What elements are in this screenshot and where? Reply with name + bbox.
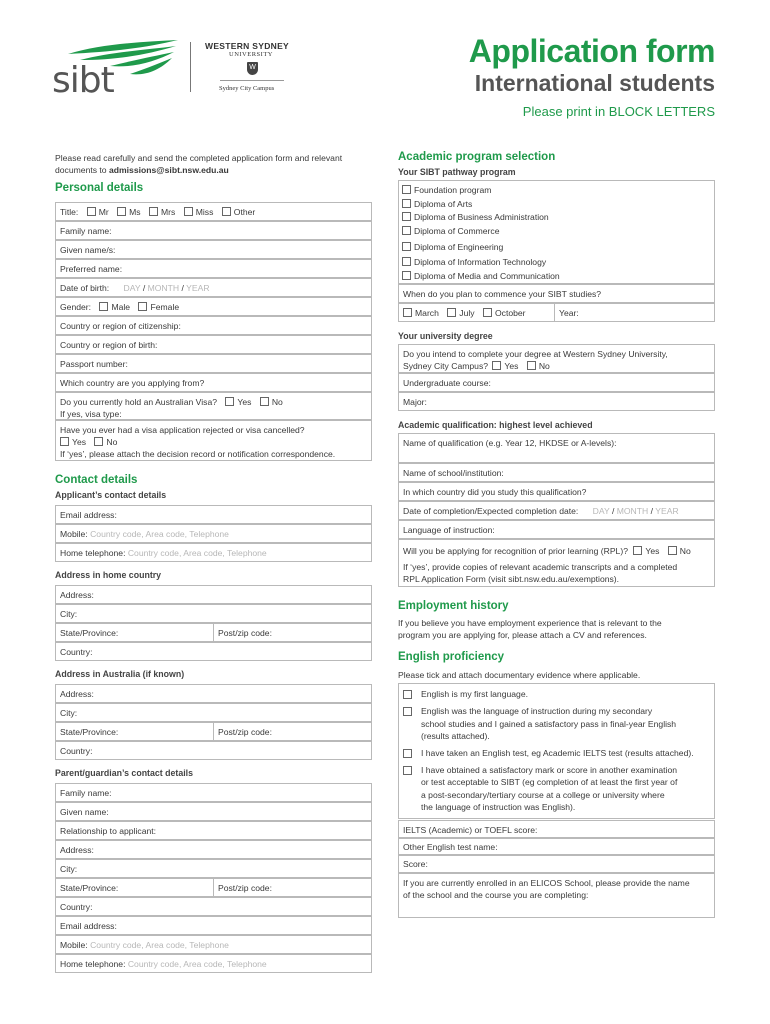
au-country-label: Country: [60, 746, 93, 756]
complete-degree-yes-checkbox[interactable] [492, 361, 501, 370]
passport-label: Passport number: [60, 359, 128, 369]
dob-label: Date of birth: [60, 283, 110, 293]
elicos-field[interactable] [398, 873, 715, 918]
major-label: Major: [403, 397, 427, 407]
commence-march-label: March [415, 308, 439, 318]
title-other-checkbox[interactable] [222, 207, 231, 216]
guardian-address-field[interactable] [55, 840, 372, 859]
language-field[interactable] [398, 520, 715, 539]
elicos-label-2: of the school and the course you are completing: [403, 890, 589, 900]
employment-heading: Employment history [398, 600, 509, 612]
english-test-checkbox[interactable] [403, 749, 412, 758]
visa-rejected-yes-checkbox[interactable] [60, 437, 69, 446]
home-phone-placeholder: Country code, Area code, Telephone [127, 548, 267, 558]
english-instruction-checkbox[interactable] [403, 707, 412, 716]
program-engineering-label: Diploma of Engineering [414, 241, 504, 252]
english-instruction: Please tick and attach documentary evidence where applicable. [398, 670, 641, 680]
english-instruction-label-2: school studies and I gained a satisfactory pass in final-year English [421, 718, 677, 729]
visa-rejected-no-checkbox[interactable] [94, 437, 103, 446]
gender-female-label: Female [150, 302, 180, 312]
english-other-exam-checkbox[interactable] [403, 766, 412, 775]
guardian-address-label: Address: [60, 845, 94, 855]
english-other-exam-label-1: I have obtained a satisfactory mark or score in another examination [421, 765, 678, 776]
applicant-contact-subheading: Applicant’s contact details [55, 490, 167, 500]
dob-year-placeholder: YEAR [186, 283, 210, 293]
qualification-country-field[interactable] [398, 482, 715, 501]
intro-prefix: documents to [55, 165, 109, 175]
home-postcode-label: Post/zip code: [218, 628, 272, 638]
guardian-city-field[interactable] [55, 859, 372, 878]
elicos-label-1: If you are currently enrolled in an ELICOS School, please provide the name [403, 878, 690, 888]
commence-july-label: July [459, 308, 475, 318]
title-other-label: Other [233, 207, 256, 217]
home-country-field[interactable] [55, 642, 372, 661]
citizenship-field[interactable] [55, 316, 372, 335]
school-name-field[interactable] [398, 463, 715, 482]
guardian-relationship-field[interactable] [55, 821, 372, 840]
print-instruction: Please print in BLOCK LETTERS [522, 104, 715, 119]
qualification-country-label: In which country did you study this qualification? [403, 487, 587, 497]
dob-month-placeholder: MONTH [147, 283, 180, 293]
home-country-subheading: Address in home country [55, 570, 162, 580]
commence-question: When do you plan to commence your SIBT studies? [403, 289, 602, 299]
visa-field[interactable] [55, 392, 372, 420]
dob-field[interactable] [55, 278, 372, 297]
guardian-family-name-field[interactable] [55, 783, 372, 802]
ielts-score-label: IELTS (Academic) or TOEFL score: [403, 825, 538, 835]
partner-sub: UNIVERSITY [229, 51, 273, 58]
complete-degree-field [398, 344, 715, 373]
guardian-home-phone-label: Home telephone: [60, 959, 126, 969]
commence-options [398, 303, 715, 322]
guardian-given-name-label: Given name: [60, 807, 109, 817]
school-name-label: Name of school/institution: [403, 468, 504, 478]
rpl-note-2: RPL Application Form (visit sibt.nsw.edu.au/exemptions). [403, 574, 620, 584]
english-other-exam-label-2: or test acceptable to SIBT (eg completion of at least the first year of [421, 777, 678, 788]
program-media-label: Diploma of Media and Communication [414, 271, 560, 282]
program-it-checkbox[interactable] [402, 257, 411, 266]
english-other-exam-label-4: the language of instruction was English). [421, 802, 576, 813]
home-state-field[interactable] [55, 623, 372, 642]
guardian-relationship-label: Relationship to applicant: [60, 826, 157, 836]
au-city-label: City: [60, 708, 78, 718]
admissions-email[interactable]: admissions@sibt.nsw.edu.au [108, 165, 229, 175]
dob-sep-2: / [181, 283, 184, 293]
given-names-label: Given name/s: [60, 245, 116, 255]
score-field[interactable] [398, 854, 715, 873]
title-ms-checkbox[interactable] [117, 207, 126, 216]
commence-october-checkbox[interactable] [483, 308, 492, 317]
english-test-label: I have taken an English test, eg Academic IELTS test (results attached). [421, 747, 694, 758]
degree-subheading: Your university degree [398, 331, 493, 341]
guardian-mobile-label: Mobile: [60, 940, 88, 950]
au-postcode-label: Post/zip code: [218, 727, 272, 737]
program-engineering-checkbox[interactable] [402, 242, 411, 251]
home-city-label: City: [60, 609, 78, 619]
visa-rejected-question: Have you ever had a visa application rejected or visa cancelled? [60, 425, 305, 435]
visa-yes-checkbox[interactable] [225, 397, 234, 406]
gender-male-label: Male [111, 302, 131, 312]
guardian-mobile-placeholder: Country code, Area code, Telephone [90, 940, 229, 950]
qualification-subheading: Academic qualification: highest level achieved [398, 420, 593, 430]
visa-rejected-no-label: No [106, 437, 118, 447]
visa-no-checkbox[interactable] [260, 397, 269, 406]
partner-name: WESTERN SYDNEY [205, 41, 290, 51]
preferred-name-field[interactable] [55, 259, 372, 278]
guardian-mobile-field[interactable] [55, 935, 372, 954]
completion-date-field[interactable] [398, 501, 715, 520]
intro-line2 [55, 164, 229, 176]
mobile-field[interactable] [55, 524, 372, 543]
commence-year-field[interactable] [554, 304, 583, 321]
rpl-no-checkbox[interactable] [668, 546, 677, 555]
dob-sep-1: / [142, 283, 146, 293]
english-first-language-checkbox[interactable] [403, 690, 412, 699]
english-options [398, 683, 715, 819]
gender-field[interactable] [55, 297, 372, 316]
email-label: Email address: [60, 510, 117, 520]
rpl-no-label: No [679, 546, 691, 556]
score-label: Score: [403, 859, 428, 869]
academic-heading: Academic program selection [398, 151, 556, 163]
complete-degree-question-1: Do you intend to complete your degree at Western Sydney University, [403, 349, 668, 359]
english-first-language-label: English is my first language. [421, 689, 528, 699]
rpl-question: Will you be applying for recognition of prior learning (RPL)? [403, 546, 628, 556]
completion-sep-2: / [650, 506, 654, 516]
guardian-given-name-field[interactable] [55, 802, 372, 821]
rpl-yes-label: Yes [645, 546, 660, 556]
qualification-name-field[interactable] [398, 433, 715, 463]
logo-divider [190, 42, 191, 92]
english-other-exam-label-3: a post-secondary/tertiary course at a college or university where [421, 789, 665, 800]
shield-icon: W [247, 62, 258, 75]
commence-october-label: October [494, 308, 526, 318]
guardian-state-field[interactable] [55, 878, 372, 897]
personal-heading: Personal details [55, 182, 144, 194]
au-address-label: Address: [60, 689, 94, 699]
program-arts-checkbox[interactable] [402, 199, 411, 208]
employment-text-2: program you are applying for, please attach a CV and references. [398, 630, 647, 640]
home-phone-label: Home telephone: [60, 548, 126, 558]
guardian-home-phone-placeholder: Country code, Area code, Telephone [127, 959, 267, 969]
sibt-logo-text: sibt [52, 60, 114, 101]
guardian-country-field[interactable] [55, 897, 372, 916]
commence-year-label: Year: [559, 308, 579, 318]
rpl-note-1: If ‘yes’, provide copies of relevant academic transcripts and a completed [403, 562, 678, 572]
visa-question: Do you currently hold an Australian Visa? [60, 397, 218, 407]
pathway-subheading: Your SIBT pathway program [398, 167, 516, 177]
australia-address-subheading: Address in Australia (if known) [55, 669, 185, 679]
home-country-label: Country: [60, 647, 93, 657]
gender-male-checkbox[interactable] [99, 302, 108, 311]
home-city-field[interactable] [55, 604, 372, 623]
applying-from-field[interactable] [55, 373, 372, 392]
complete-degree-question-2: Sydney City Campus? [403, 361, 489, 371]
visa-yes-label: Yes [237, 397, 252, 407]
home-address-label: Address: [60, 590, 94, 600]
visa-no-label: No [271, 397, 283, 407]
program-business-checkbox[interactable] [402, 212, 411, 221]
home-postcode-field[interactable] [213, 624, 276, 641]
title-mr-label: Mr [98, 207, 109, 217]
citizenship-label: Country or region of citizenship: [60, 321, 181, 331]
program-foundation-checkbox[interactable] [402, 185, 411, 194]
title-mrs-checkbox[interactable] [149, 207, 158, 216]
ug-course-field[interactable] [398, 373, 715, 392]
guardian-email-label: Email address: [60, 921, 117, 931]
visa-type-label: If yes, visa type: [60, 409, 122, 419]
guardian-family-name-label: Family name: [60, 788, 112, 798]
guardian-postcode-label: Post/zip code: [218, 883, 272, 893]
program-it-label: Diploma of Information Technology [414, 256, 547, 267]
other-test-label: Other English test name: [403, 842, 498, 852]
title-ms-label: Ms [129, 207, 141, 217]
dob-day-placeholder: DAY [123, 283, 141, 293]
title-label: Title: [60, 207, 79, 217]
au-state-field[interactable] [55, 722, 372, 741]
passport-field[interactable] [55, 354, 372, 373]
visa-rejected-field[interactable] [55, 420, 372, 461]
english-instruction-label-1: English was the language of instruction during my secondary [421, 706, 653, 717]
program-foundation-label: Foundation program [414, 185, 492, 195]
campus-divider [220, 80, 284, 81]
english-instruction-label-3: (results attached). [421, 731, 490, 742]
rpl-yes-checkbox[interactable] [633, 546, 642, 555]
major-field[interactable] [398, 392, 715, 411]
guardian-city-label: City: [60, 864, 78, 874]
program-business-label: Diploma of Business Administration [414, 212, 549, 223]
home-phone-field[interactable] [55, 543, 372, 562]
title-miss-label: Miss [195, 207, 214, 217]
home-address-field[interactable] [55, 585, 372, 604]
applying-from-label: Which country are you applying from? [60, 378, 205, 388]
page-title: Application form [468, 33, 715, 69]
gender-female-checkbox[interactable] [138, 302, 147, 311]
preferred-name-label: Preferred name: [60, 264, 123, 274]
ug-course-label: Undergraduate course: [403, 378, 491, 388]
title-miss-checkbox[interactable] [184, 207, 193, 216]
commence-field [398, 284, 715, 303]
rpl-field [398, 539, 715, 587]
visa-rejected-note: If ‘yes’, please attach the decision record or notification correspondence. [60, 449, 336, 459]
campus-name: Sydney City Campus [219, 85, 275, 92]
program-list [398, 180, 715, 284]
given-names-field[interactable] [55, 240, 372, 259]
completion-month-placeholder: MONTH [616, 506, 649, 516]
title-mr-checkbox[interactable] [87, 207, 96, 216]
au-postcode-field[interactable] [213, 723, 276, 740]
program-commerce-checkbox[interactable] [402, 226, 411, 235]
qualification-name-label: Name of qualification (e.g. Year 12, HKDSE or A-levels): [403, 438, 617, 448]
complete-degree-no-label: No [538, 361, 550, 371]
complete-degree-yes-label: Yes [504, 361, 519, 371]
guardian-email-field[interactable] [55, 916, 372, 935]
language-label: Language of instruction: [403, 525, 495, 535]
guardian-subheading: Parent/guardian’s contact details [55, 768, 194, 778]
guardian-country-label: Country: [60, 902, 93, 912]
program-arts-label: Diploma of Arts [414, 198, 473, 209]
au-country-field[interactable] [55, 741, 372, 760]
page-subtitle: International students [474, 70, 715, 96]
birth-country-label: Country or region of birth: [60, 340, 158, 350]
mobile-label: Mobile: [60, 529, 88, 539]
completion-year-placeholder: YEAR [655, 506, 679, 516]
home-state-label: State/Province: [60, 628, 119, 638]
au-state-label: State/Province: [60, 727, 119, 737]
au-address-field[interactable] [55, 684, 372, 703]
completion-date-label: Date of completion/Expected completion date: [403, 506, 579, 516]
family-name-label: Family name: [60, 226, 112, 236]
au-city-field[interactable] [55, 703, 372, 722]
commence-july-checkbox[interactable] [447, 308, 456, 317]
visa-rejected-yes-label: Yes [72, 437, 87, 447]
program-media-checkbox[interactable] [402, 271, 411, 280]
family-name-field[interactable] [55, 221, 372, 240]
employment-text-1: If you believe you have employment experience that is relevant to the [398, 618, 662, 628]
title-field[interactable] [55, 202, 372, 221]
email-field[interactable] [55, 505, 372, 524]
complete-degree-no-checkbox[interactable] [527, 361, 536, 370]
intro-line1: Please read carefully and send the completed application form and relevant [55, 153, 343, 163]
program-commerce-label: Diploma of Commerce [414, 226, 500, 237]
guardian-state-label: State/Province: [60, 883, 119, 893]
title-mrs-label: Mrs [160, 207, 176, 217]
completion-day-placeholder: DAY [592, 506, 610, 516]
gender-label: Gender: [60, 302, 92, 312]
english-heading: English proficiency [398, 651, 505, 663]
completion-sep-1: / [611, 506, 615, 516]
guardian-postcode-field[interactable] [213, 879, 276, 896]
contact-heading: Contact details [55, 474, 138, 486]
guardian-home-phone-field[interactable] [55, 954, 372, 973]
commence-march-checkbox[interactable] [403, 308, 412, 317]
birth-country-field[interactable] [55, 335, 372, 354]
mobile-placeholder: Country code, Area code, Telephone [90, 529, 229, 539]
